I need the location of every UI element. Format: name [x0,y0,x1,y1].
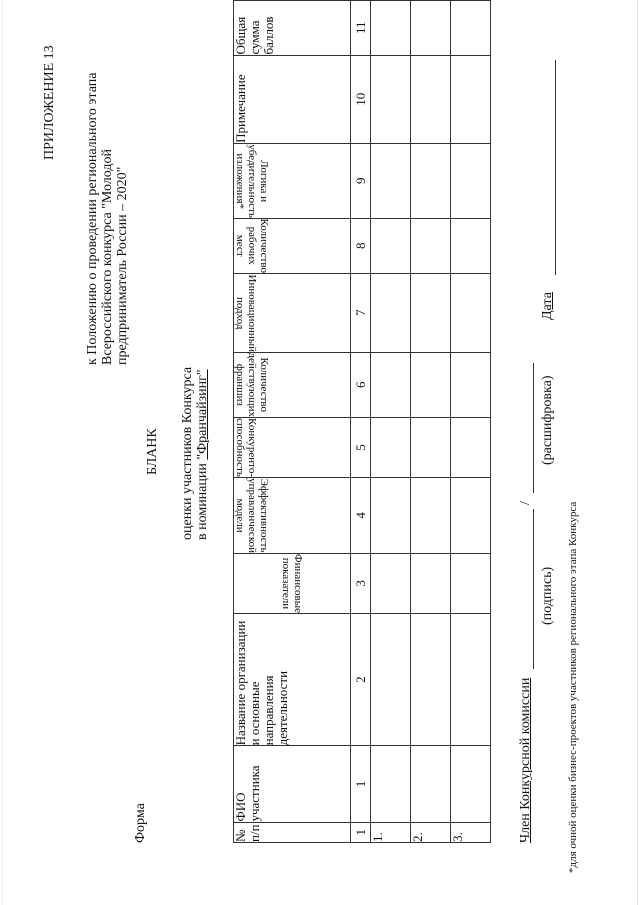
row-cell [371,746,411,822]
row-cell [371,274,411,352]
row-cell [411,553,451,613]
row-cell [411,218,451,274]
colnum-2: 1 [351,746,371,822]
row-cell [411,1,451,56]
row-cell [411,613,451,746]
form-label: Форма [133,803,148,843]
regulation-line-3: предприниматель России – 2020" [115,166,130,365]
header-fio: ФИО участника [234,746,351,822]
signature-slash: / [518,501,533,505]
header-c6: Количество действующих франшиз [234,352,351,417]
row-cell [411,477,451,553]
row-number: 3. [451,822,491,842]
row-cell [451,417,491,477]
header-total: Общая сумма баллов [234,1,351,56]
row-cell [371,553,411,613]
row-cell [411,274,451,352]
regulation-line-2: Всероссийского конкурса "Молодой [100,148,115,365]
table-row [411,1,451,843]
row-cell [371,417,411,477]
row-cell [371,55,411,143]
row-number: 1. [371,822,411,842]
row-cell [451,352,491,417]
header-c3: Финансовые показатели [234,553,351,613]
row-cell [451,55,491,143]
header-c7: Инновационный подход [234,274,351,352]
signature-line [533,509,534,669]
colnum-7: 6 [351,352,371,417]
blank-title: БЛАНК [145,428,160,475]
header-c9: Логика и убедительность изложения* [234,143,351,218]
row-cell [451,143,491,218]
evaluation-table [233,0,491,843]
table-row [451,1,491,843]
date-line [555,60,556,275]
row-cell [411,746,451,822]
colnum-10: 9 [351,143,371,218]
decode-line [533,363,534,493]
colnum-5: 4 [351,477,371,553]
signature-caption: (подпись) [540,566,555,625]
nomination-name: "Франчайзинг" [195,369,210,460]
colnum-9: 8 [351,218,371,274]
subtitle-line-1: оценки участников Конкурса [180,366,195,540]
row-cell [451,477,491,553]
row-cell [371,143,411,218]
row-cell [371,218,411,274]
colnum-4: 3 [351,553,371,613]
row-cell [371,477,411,553]
colnum-3: 2 [351,613,371,746]
header-notes: Примечание [234,55,351,143]
footnote: *для очной оценки бизнес-проектов участников регионального этапа Конкурса [567,501,579,873]
header-c8: Количество рабочих мест [234,218,351,274]
header-c4: Эффективность управленческой модели [234,477,351,553]
table-row [371,1,411,843]
colnum-11: 10 [351,55,371,143]
colnum-1: 1 [351,822,371,842]
colnum-6: 5 [351,417,371,477]
header-c5: Конкуренто- способность [234,417,351,477]
decode-caption: (расшифровка) [540,375,555,465]
date-label: Дата [540,292,555,320]
row-cell [371,613,411,746]
header-org: Название организации и основные направления деятельности [234,613,351,746]
row-cell [451,746,491,822]
row-cell [451,553,491,613]
row-cell [451,613,491,746]
row-cell [411,352,451,417]
colnum-12: 11 [351,1,371,56]
colnum-8: 7 [351,274,371,352]
header-num: № п/п [234,822,351,842]
row-cell [451,274,491,352]
column-number-row [351,1,371,843]
row-cell [451,1,491,56]
row-cell [411,417,451,477]
row-cell [371,352,411,417]
appendix-title: ПРИЛОЖЕНИЕ 13 [42,45,57,160]
row-number: 2. [411,822,451,842]
row-cell [411,143,451,218]
regulation-line-1: к Положению о проведении регионального этапа [85,72,100,365]
row-cell [451,218,491,274]
commission-member-label: Член Конкурсной комиссии [518,677,533,843]
row-cell [411,55,451,143]
row-cell [371,1,411,56]
subtitle-line-2: в номинации "Франчайзинг" [195,369,210,540]
